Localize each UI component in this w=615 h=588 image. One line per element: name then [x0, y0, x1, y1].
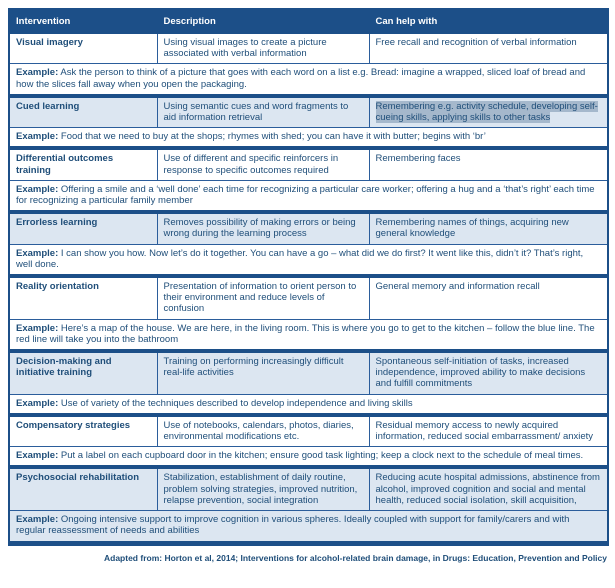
intervention-cell: Compensatory strategies [9, 415, 157, 447]
table-row-reality-orientation [9, 276, 608, 319]
example-row [9, 511, 608, 543]
intervention-cell: Psychosocial rehabilitation [9, 467, 157, 510]
selected-text: Remembering e.g. activity schedule, developing self-cueing skills, applying skills to other tasks [375, 100, 598, 124]
description-cell: Using semantic cues and word fragments to aid information retrieval [157, 96, 369, 128]
interventions-table [8, 8, 609, 546]
example-cell [9, 447, 608, 468]
can-help-cell: General memory and information recall [369, 276, 608, 319]
intervention-cell: Decision-making and initiative training [9, 351, 157, 394]
example-text: Offering a smile and a ‘well done’ each time for recognizing a particular care worker; offering a hug and a ‘that’s right’ each time for recognizing a particular family member [16, 183, 595, 207]
table-row-differential-outcomes-training [9, 148, 608, 180]
example-label: Example: [16, 397, 59, 409]
column-header-can-help-with: Can help with [369, 9, 608, 34]
example-text: Food that we need to buy at the shops; rhymes with shed; you can have it with butter; begins with ‘br’ [58, 131, 486, 143]
example-label: Example: [16, 67, 59, 79]
example-text: Use of variety of the techniques described to develop independence and living skills [58, 397, 413, 409]
example-cell [9, 511, 608, 543]
example-cell [9, 180, 608, 212]
column-header-intervention: Intervention [9, 9, 157, 34]
table-row-cued-learning [9, 96, 608, 128]
example-row [9, 128, 608, 149]
intervention-cell: Differential outcomes training [9, 148, 157, 180]
table-row-visual-imagery [9, 34, 608, 64]
example-row [9, 394, 608, 415]
can-help-cell: Residual memory access to newly acquired information, reduced social embarrassment/ anxiety [369, 415, 608, 447]
intervention-cell: Visual imagery [9, 34, 157, 64]
intervention-cell: Errorless learning [9, 212, 157, 244]
can-help-cell: Free recall and recognition of verbal information [369, 34, 608, 64]
example-cell [9, 64, 608, 96]
column-header-description: Description [157, 9, 369, 34]
table-row-compensatory-strategies [9, 415, 608, 447]
intervention-cell: Reality orientation [9, 276, 157, 319]
example-label: Example: [16, 183, 59, 195]
example-text: I can show you how. Now let’s do it together. You can have a go – what did we do first? It went like this, didn’t it? That’s right, well done. [16, 247, 584, 270]
example-cell [9, 319, 608, 351]
table-row-errorless-learning [9, 212, 608, 244]
description-cell: Use of different and specific reinforcers in response to specific outcomes required [157, 148, 369, 180]
table-header-row [9, 9, 608, 34]
example-label: Example: [16, 247, 59, 259]
example-row [9, 180, 608, 212]
table-row-psychosocial-rehabilitation [9, 467, 608, 510]
example-text: Here’s a map of the house. We are here, in the living room. This is where you go to get to the kitchen – follow the blue line. The red line will take you into the bathroom [16, 322, 595, 345]
description-cell: Presentation of information to orient person to their environment and reduce levels of confusion [157, 276, 369, 319]
can-help-cell: Remembering faces [369, 148, 608, 180]
description-cell: Using visual images to create a picture associated with verbal information [157, 34, 369, 64]
example-label: Example: [16, 131, 59, 143]
example-cell [9, 128, 608, 149]
description-cell: Training on performing increasingly difficult real-life activities [157, 351, 369, 394]
example-row [9, 319, 608, 351]
example-label: Example: [16, 514, 59, 526]
table-row-decision-making-and-initiative-training [9, 351, 608, 394]
can-help-cell: Remembering names of things, acquiring new general knowledge [369, 212, 608, 244]
source-attribution: Adapted from: Horton et al, 2014; Interventions for alcohol-related brain damage, in Drugs: Education, Prevention and Policy [104, 552, 607, 563]
example-row [9, 244, 608, 276]
intervention-cell: Cued learning [9, 96, 157, 128]
description-cell: Removes possibility of making errors or being wrong during the learning process [157, 212, 369, 244]
example-label: Example: [16, 450, 59, 462]
example-label: Example: [16, 322, 59, 334]
description-cell: Stabilization, establishment of daily routine, problem solving strategies, improved nutrition, relapse prevention, social integration [157, 467, 369, 510]
example-cell [9, 244, 608, 276]
can-help-cell: Reducing acute hospital admissions, abstinence from alcohol, improved cognition and social and mental health, reduced social isolation, skill acquisition, [369, 467, 608, 510]
example-cell [9, 394, 608, 415]
example-row [9, 64, 608, 96]
example-text: Put a label on each cupboard door in the kitchen; ensure good task lighting; keep a clock next to the schedule of meal times. [58, 450, 584, 462]
example-text: Ongoing intensive support to improve cognition in various spheres. Ideally coupled with support for family/carers and with regular reassessment of needs and abilities [16, 514, 570, 537]
example-row [9, 447, 608, 468]
can-help-cell: Spontaneous self-initiation of tasks, increased independence, improved ability to make decisions and fulfill commitments [369, 351, 608, 394]
description-cell: Use of notebooks, calendars, photos, diaries, environmental modifications etc. [157, 415, 369, 447]
can-help-cell [369, 96, 608, 128]
example-text: Ask the person to think of a picture that goes with each word on a list e.g. Bread: imagine a wrapped, sliced loaf of bread and how the slices fall away when you open the packaging. [16, 67, 586, 90]
